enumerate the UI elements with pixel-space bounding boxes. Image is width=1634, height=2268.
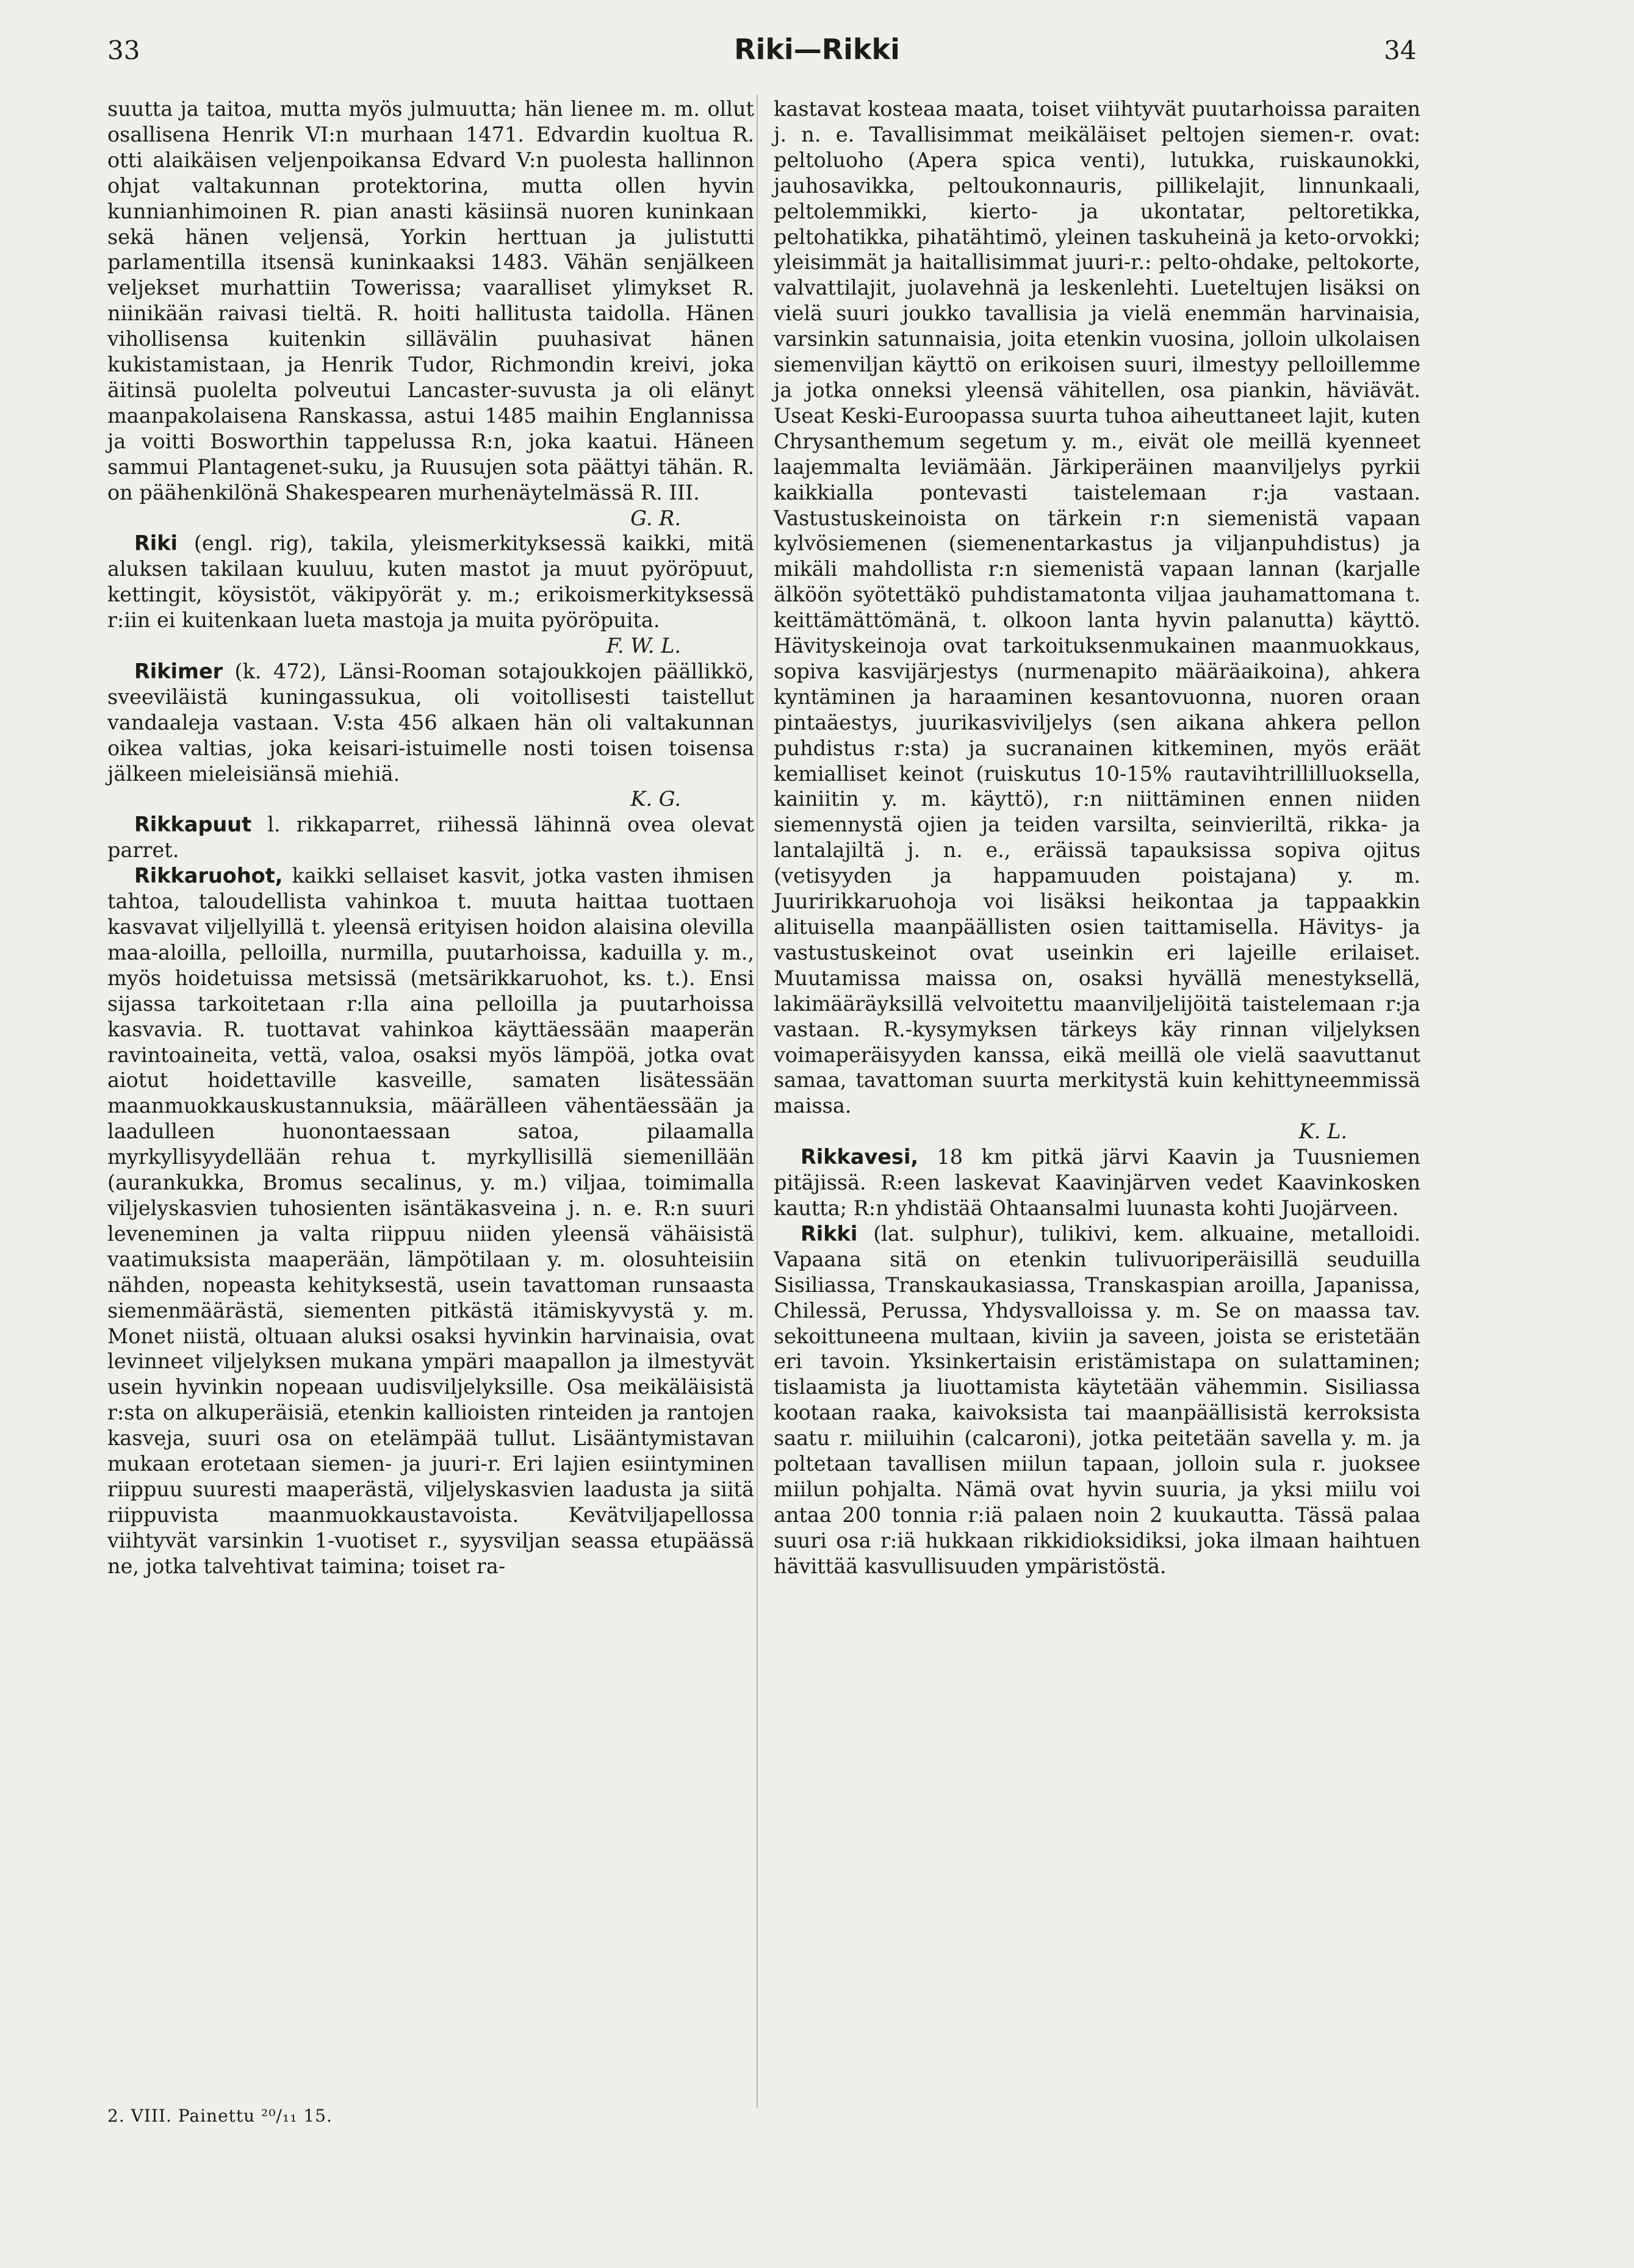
article-entry <box>107 659 754 812</box>
printer-note: 2. VIII. Painettu ²⁰/₁₁ 15. <box>107 2106 333 2126</box>
entry-text: 18 km pitkä järvi Kaavin ja Tuusniemen pitäjissä. R:een laskevat Kaavinjärven vedet Kaavinkosken kautta; R:n yhdistää Ohtaansalmi luunasta kohti Juojärveen. <box>774 1145 1420 1220</box>
left-page-number: 33 <box>107 35 140 65</box>
article-entry <box>774 1221 1420 1579</box>
page-header <box>0 35 1634 84</box>
entry-text: (engl. rig), takila, yleismerkityksessä kaikki, mitä aluksen takilaan kuuluu, kuten mastot ja muut pyöröpuut, kettingit, köysistöt, väkipyörät y. m.; erikoismerkityksessä r:iin ei kuitenkaan lueta mastoja ja muita pyöröpuita. <box>107 531 754 633</box>
entry-headword: Rikkapuut <box>134 813 252 837</box>
article-entry <box>774 1144 1420 1221</box>
article-entry <box>107 531 754 659</box>
entry-text: (lat. sulphur), tulikivi, kem. alkuaine, metalloidi. Vapaana sitä on etenkin tulivuoriperäisillä seuduilla Sisiliassa, Transkaukasiassa, Transkaspian aroilla, Japanissa, Chilessä, Perussa, Yhdysvalloissa y. m. Se on maassa tav. sekoittuneena multaan, kiviin ja saveen, joista se eristetään eri tavoin. Yksinkertaisin eristämistapa on sulattaminen; tislaamista ja liuottamista käytetään vähemmin. Sisiliassa kootaan raaka, kaivoksista tai maanpäällisistä kerroksista saatu r. miiluihin (calcaroni), jotka peitetään savella y. m. ja poltetaan tavallisen miilun tapaan, jolloin sula r. juoksee miilun pohjalta. Nämä ovat hyvin suuria, ja yksi miilu voi antaa 200 tonnia r:iä palaen noin 2 kuukautta. Tässä palaa suuri osa r:iä hukkaan rikkidioksidiksi, joka ilmaan haihtuen hävittää kasvullisuuden ympäristöstä. <box>774 1221 1420 1578</box>
right-page-number: 34 <box>1384 35 1417 65</box>
article-entry <box>107 812 754 863</box>
entry-signature: F. W. L. <box>606 634 681 658</box>
left-column <box>107 96 754 1579</box>
entry-text: suutta ja taitoa, mutta myös julmuutta; hän lienee m. m. ollut osallisena Henrik VI:n murhaan 1471. Edvardin kuoltua R. otti alaikäisen veljenpoikansa Edvard V:n puolesta hallinnon ohjat valtakunnan protektorina, mutta ollen hyvin kunnianhimoinen R. pian anasti käsiinsä nuoren kuninkaan sekä hänen veljensä, Yorkin herttuan ja julistutti parlamentilla itsensä kuninkaaksi 1483. Vähän senjälkeen veljekset murhattiin Towerissa; vaaralliset ylimykset R. niinikään raivasi tieltä. R. hoiti hallitusta taidolla. Hänen vihollisensa kuitenkin sillävälin puuhasivat hänen kukistamistaan, ja Henrik Tudor, Richmondin kreivi, joka äitinsä puolelta polveutui Lancaster-suvusta ja oli elänyt maanpakolaisena Ranskassa, astui 1485 maihin Englannissa ja voitti Bosworthin tappelussa R:n, joka kaatui. Häneen sammui Plantagenet-suku, ja Ruusujen sota päättyi tähän. R. on päähenkilönä Shakespearen murhenäytelmässä R. III. <box>107 97 754 504</box>
running-head: Riki—Rikki <box>734 33 900 66</box>
entry-signature: G. R. <box>630 506 681 530</box>
entry-headword: Rikki <box>801 1221 858 1246</box>
entry-headword: Riki <box>134 531 178 556</box>
article-entry <box>774 96 1420 1144</box>
entry-headword: Rikkavesi, <box>801 1145 919 1169</box>
entry-text: l. rikkaparret, riihessä lähinnä ovea olevat parret. <box>107 813 754 863</box>
entry-headword: Rikkaruohot, <box>134 864 283 888</box>
article-entry <box>107 863 754 1579</box>
entry-text: (k. 472), Länsi-Rooman sotajoukkojen päällikkö, sveeviläistä kuningassukua, oli voitollisesti taistellut vandaaleja vastaan. V:sta 456 alkaen hän oli valtakunnan oikea valtias, joka keisari-istuimelle nosti toisen toisensa jälkeen mieleisiänsä miehiä. <box>107 659 754 786</box>
right-column <box>774 96 1420 1579</box>
entry-signature: K. G. <box>630 787 681 811</box>
entry-signature: K. L. <box>1298 1119 1347 1144</box>
article-entry <box>107 96 754 531</box>
entry-text: kastavat kosteaa maata, toiset viihtyvät puutarhoissa paraiten j. n. e. Tavallisimmat meikäläiset peltojen siemen-r. ovat: peltoluoho (Apera spica venti), lutukka, ruiskaunokki, jauhosavikka, peltoukonnauris, pillikelajit, linnunkaali, peltolemmikki, kierto- ja ukontatar, peltoretikka, peltohatikka, pihatähtimö, yleinen taskuheinä ja keto-orvokki; yleisimmät ja haitallisimmat juuri-r.: pelto-ohdake, peltokorte, valvattilajit, juolavehnä ja leskenlehti. Lueteltujen lisäksi on vielä suuri joukko tavallisia ja vielä enemmän harvinaisia, varsinkin satunnaisia, joita etenkin vuosina, jolloin ulkolaisen siemenviljan käyttö on erikoisen suuri, ilmestyy pelloillemme ja jotka onneksi yleensä vähitellen, osa piankin, häviävät. Useat Keski-Euroopassa suurta tuhoa aiheuttaneet lajit, kuten Chrysanthemum segetum y. m., eivät ole meillä kyenneet laajemmalta leviämään. Järkiperäinen maanviljelys pyrkii kaikkialla pontevasti taistelemaan r:ja vastaan. Vastustuskeinoista on tärkein r:n siemenistä vapaan kylvösiemenen (siemenentarkastus ja viljanpuhdistus) ja mikäli mahdollista r:n siemenistä vapaan lannan (karjalle älköön syötettäkö puhdistamatonta viljaa jauhamattomana t. keittämättömänä, t. olkoon lanta hyvin palanutta) käyttö. Hävityskeinoja ovat tarkoituksenmukainen maanmuokkaus, sopiva kasvijärjestys (nurmenapito määräaikoina), ahkera kyntäminen ja haraaminen kesantovuonna, nuoren oraan pintaäestys, juurikasviviljelys (sen aikana ahkera pellon puhdistus r:sta) ja sucranainen kitkeminen, myös eräät kemialliset keinot (ruiskutus 10-15% rautavihtrillilluoksella, kainiitin y. m. käyttö), r:n niittäminen ennen niiden siemennystä ojien ja teiden varsilta, seinvieriltä, rikka- ja lantalajiltä j. n. e., eräissä tapauksissa sopiva ojitus (vetisyyden ja happamuuden poistajana) y. m. Juuririkkaruohoja voi lisäksi heikontaa ja tappaakkin alituisella maanpäällisten osien taittamisella. Hävitys- ja vastustuskeinot ovat useinkin eri lajeille erilaiset. Muutamissa maissa on, osaksi hyvällä menestyksellä, lakimääräyksillä velvoitettu maanviljelijöitä taistelemaan r:ja vastaan. R.-kysymyksen tärkeys käy rinnan viljelyksen voimaperäisyyden kanssa, eikä meillä ole vielä saavuttanut samaa, tavattoman suurta merkitystä kuin kehittyneemmissä maissa. <box>774 97 1420 1118</box>
column-divider <box>757 95 758 2108</box>
entry-text: kaikki sellaiset kasvit, jotka vasten ihmisen tahtoa, taloudellista vahinkoa t. muuta haittaa tuottaen kasvavat viljellyillä t. yleensä erityisen hoidon alaisina olevilla maa-aloilla, pelloilla, nurmilla, puutarhoissa, kaduilla y. m., myös hoidetuissa metsissä (metsärikkaruohot, ks. t.). Ensi sijassa tarkoitetaan r:lla aina pelloilla ja puutarhoissa kasvavia. R. tuottavat vahinkoa käyttäessään maaperän ravintoaineita, vettä, valoa, osaksi myös lämpöä, jotka ovat aiotut hoidettaville kasveille, samaten lisätessään maanmuokkauskustannuksia, määrälleen vähentäessään ja laadulleen huonontaessaan satoa, pilaamalla myrkyllisyydellään rehua t. myrkyllisillä siemenillään (aurankukka, Bromus secalinus, y. m.) viljaa, toimimalla viljelyskasvien tuhosienten isäntäkasveina j. n. e. R:n suuri leveneminen ja valta riippuu niiden yleensä vähäisistä vaatimuksista maaperään, lämpötilaan y. m. olosuhteisiin nähden, nopeasta kehityksestä, usein tavattoman runsaasta siemenmäärästä, siementen pitkästä itämiskyvystä y. m. Monet niistä, oltuaan aluksi osaksi hyvinkin harvinaisia, ovat levinneet viljelyksen mukana ympäri maapallon ja ilmestyvät usein hyvinkin nopeaan uudisviljelyksille. Osa meikäläisistä r:sta on alkuperäisiä, etenkin kallioisten rinteiden ja rantojen kasveja, suuri osa on etelämpää tullut. Lisääntymistavan mukaan erotetaan siemen- ja juuri-r. Eri lajien esiintyminen riippuu suuresti maaperästä, viljelyskasvien laadusta ja siitä riippuvista maanmuokkaustavoista. Kevätviljapellossa viihtyvät varsinkin 1-vuotiset r., syysviljan seassa etupäässä ne, jotka talvehtivat taimina; toiset ra- <box>107 864 754 1578</box>
entry-headword: Rikimer <box>134 659 223 683</box>
